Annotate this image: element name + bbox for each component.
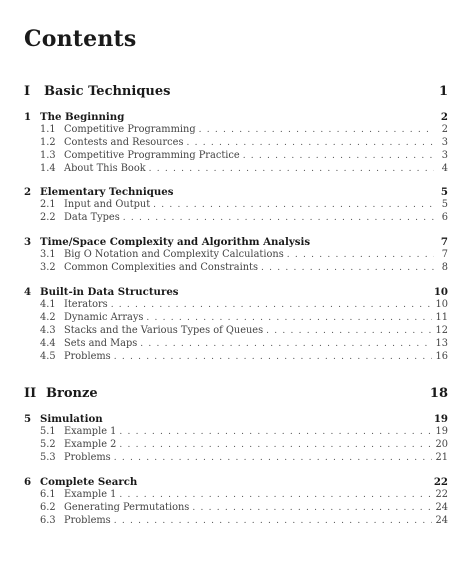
- dot-leader: [114, 352, 432, 362]
- section-page: 6: [441, 212, 448, 223]
- chapter-number: 3: [24, 236, 32, 248]
- section-number: 4.4: [40, 338, 56, 349]
- section-number: 3.2: [40, 262, 56, 273]
- section-number: 3.1: [40, 249, 56, 260]
- dot-leader: [266, 326, 431, 336]
- chapter-title: The Beginning: [40, 111, 125, 123]
- toc-section-1-3[interactable]: [40, 150, 448, 163]
- toc-section-1-2[interactable]: [40, 137, 448, 150]
- dot-leader: [192, 503, 431, 513]
- chapter-page: 5: [440, 186, 448, 198]
- section-page: 2: [441, 124, 448, 135]
- toc-part-1[interactable]: [24, 84, 448, 102]
- section-page: 3: [441, 137, 448, 148]
- toc-section-6-2[interactable]: [40, 502, 448, 515]
- dot-leader: [199, 125, 434, 135]
- toc-section-5-3[interactable]: [40, 452, 448, 465]
- section-page: 11: [435, 312, 448, 323]
- dot-leader: [119, 440, 431, 450]
- dot-leader: [114, 453, 432, 463]
- section-number: 5.3: [40, 452, 56, 463]
- section-number: 1.4: [40, 163, 56, 174]
- section-number: 1.3: [40, 150, 56, 161]
- chapter-title: Elementary Techniques: [40, 186, 174, 198]
- section-title: Problems: [64, 452, 111, 463]
- dot-leader: [119, 490, 431, 500]
- section-page: 22: [435, 489, 448, 500]
- toc-section-1-4[interactable]: [40, 163, 448, 176]
- section-number: 6.3: [40, 515, 56, 526]
- chapter-title: Complete Search: [40, 476, 138, 488]
- toc-section-4-4[interactable]: [40, 338, 448, 351]
- dot-leader: [114, 516, 432, 526]
- section-title: Data Types: [64, 212, 120, 223]
- dot-leader: [187, 138, 435, 148]
- toc-section-4-2[interactable]: [40, 312, 448, 325]
- section-number: 2.2: [40, 212, 56, 223]
- chapter-number: 5: [24, 413, 32, 425]
- toc-section-5-1[interactable]: [40, 426, 448, 439]
- chapter-title: Built-in Data Structures: [40, 286, 179, 298]
- section-title: Competitive Programming: [64, 124, 196, 135]
- section-page: 16: [435, 351, 448, 362]
- toc-section-5-2[interactable]: [40, 439, 448, 452]
- section-title: Generating Permutations: [64, 502, 190, 513]
- section-title: Common Complexities and Constraints: [64, 262, 258, 273]
- section-page: 19: [435, 426, 448, 437]
- dot-leader: [111, 300, 432, 310]
- section-number: 6.2: [40, 502, 56, 513]
- section-number: 5.1: [40, 426, 56, 437]
- chapter-title: Time/Space Complexity and Algorithm Analysis: [40, 236, 311, 248]
- toc-section-2-1[interactable]: [40, 199, 448, 212]
- section-title: Iterators: [64, 299, 108, 310]
- toc-section-2-2[interactable]: [40, 212, 448, 225]
- chapter-number: 2: [24, 186, 32, 198]
- toc-section-4-5[interactable]: [40, 351, 448, 364]
- section-number: 6.1: [40, 489, 56, 500]
- section-title: Problems: [64, 515, 111, 526]
- section-page: 24: [435, 502, 448, 513]
- section-page: 5: [441, 199, 448, 210]
- dot-leader: [140, 339, 431, 349]
- dot-leader: [149, 164, 434, 174]
- section-title: Dynamic Arrays: [64, 312, 144, 323]
- part-page: 1: [438, 84, 448, 99]
- section-number: 4.1: [40, 299, 56, 310]
- section-title: Stacks and the Various Types of Queues: [64, 325, 264, 336]
- toc-section-1-1[interactable]: [40, 124, 448, 137]
- toc-part-2[interactable]: [24, 386, 448, 404]
- section-number: 4.3: [40, 325, 56, 336]
- toc-section-6-3[interactable]: [40, 515, 448, 528]
- part-title: Basic Techniques: [44, 84, 171, 99]
- part-title: Bronze: [46, 386, 98, 401]
- toc-section-4-1[interactable]: [40, 299, 448, 312]
- section-page: 13: [435, 338, 448, 349]
- dot-leader: [287, 250, 434, 260]
- toc-section-6-1[interactable]: [40, 489, 448, 502]
- section-number: 1.1: [40, 124, 56, 135]
- section-page: 10: [435, 299, 448, 310]
- part-number: I: [24, 84, 31, 99]
- section-title: Big O Notation and Complexity Calculations: [64, 249, 284, 260]
- section-title: Competitive Programming Practice: [64, 150, 240, 161]
- section-page: 3: [441, 150, 448, 161]
- dot-leader: [146, 313, 431, 323]
- section-number: 5.2: [40, 439, 56, 450]
- part-page: 18: [429, 386, 448, 401]
- section-number: 4.5: [40, 351, 56, 362]
- toc-section-3-1[interactable]: [40, 249, 448, 262]
- chapter-page: 2: [440, 111, 448, 123]
- dot-leader: [119, 427, 431, 437]
- chapter-page: 19: [433, 413, 448, 425]
- dot-leader: [243, 151, 434, 161]
- section-title: Example 1: [64, 426, 117, 437]
- section-page: 8: [441, 262, 448, 273]
- section-number: 1.2: [40, 137, 56, 148]
- chapter-page: 10: [433, 286, 448, 298]
- chapter-page: 7: [440, 236, 448, 248]
- page-title: Contents: [24, 26, 137, 52]
- chapter-number: 6: [24, 476, 32, 488]
- dot-leader: [123, 213, 434, 223]
- section-title: Sets and Maps: [64, 338, 138, 349]
- section-number: 4.2: [40, 312, 56, 323]
- toc-section-4-3[interactable]: [40, 325, 448, 338]
- dot-leader: [153, 200, 434, 210]
- chapter-page: 22: [433, 476, 448, 488]
- section-page: 21: [435, 452, 448, 463]
- chapter-number: 1: [24, 111, 32, 123]
- section-page: 7: [441, 249, 448, 260]
- part-number: II: [24, 386, 37, 401]
- section-title: About This Book: [64, 163, 146, 174]
- section-title: Example 2: [64, 439, 117, 450]
- section-title: Contests and Resources: [64, 137, 184, 148]
- section-page: 20: [435, 439, 448, 450]
- section-page: 4: [441, 163, 448, 174]
- dot-leader: [261, 263, 434, 273]
- chapter-title: Simulation: [40, 413, 103, 425]
- chapter-number: 4: [24, 286, 32, 298]
- toc-section-3-2[interactable]: [40, 262, 448, 275]
- section-page: 12: [435, 325, 448, 336]
- section-page: 24: [435, 515, 448, 526]
- section-title: Example 1: [64, 489, 117, 500]
- section-title: Problems: [64, 351, 111, 362]
- section-number: 2.1: [40, 199, 56, 210]
- section-title: Input and Output: [64, 199, 151, 210]
